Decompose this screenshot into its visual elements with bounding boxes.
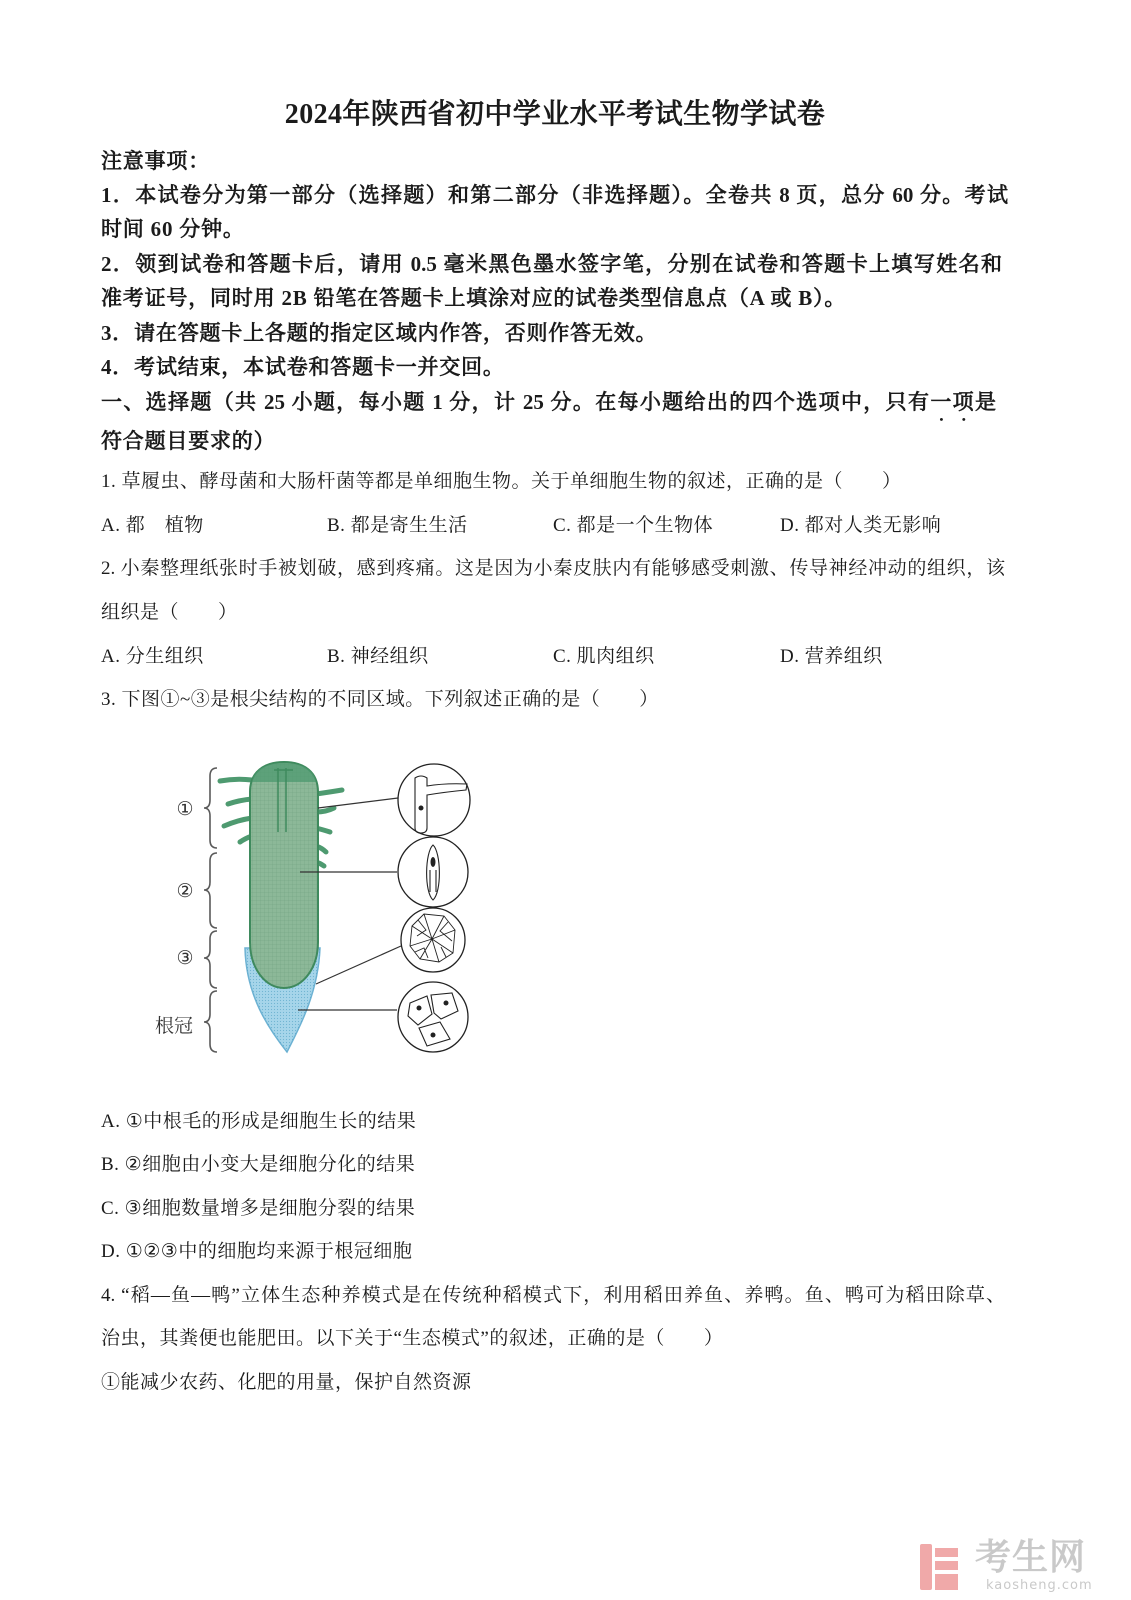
cell-inset-circle-1 [398,764,470,836]
region-label-root-cap: 根冠 [154,1015,194,1037]
section-heading-text: 一、选择题（共 25 小题，每小题 1 分，计 25 分。在每小题给出的四个选项中，只有 [101,390,931,414]
notice-item-1-line-1: 1．本试卷分为第一部分（选择题）和第二部分（非选择题）。全卷共 8 页，总分 60 分。考试 [101,183,1008,207]
cell-nucleus [444,1001,449,1006]
region-label-3: ③ [176,947,194,969]
watermark-logo-block [935,1548,958,1557]
question-3-option-d: D. ①②③中的细胞均来源于根冠细胞 [101,1241,413,1262]
exam-title: 2024年陕西省初中学业水平考试生物学试卷 [284,99,826,130]
region-brace-1 [204,768,217,848]
watermark-url: kaosheng.com [986,1578,1093,1593]
root-hair [228,799,252,804]
root-body-texture [250,762,318,988]
region-brace-2 [204,853,217,928]
section-heading-emphasis: 一项 [930,390,976,414]
cell-inset-circle-2 [398,837,468,907]
watermark-brand: 考生网 [975,1537,1087,1578]
question-4-statement-1: ①能减少农药、化肥的用量，保护自然资源 [101,1372,472,1393]
root-tip-figure [140,745,480,1065]
cell-nucleus [431,857,436,867]
watermark [920,1538,1100,1596]
pointer-line-1 [318,798,398,808]
cell-nucleus [417,1006,422,1011]
notice-item-1-line-2: 时间 60 分钟。 [101,217,245,241]
section-heading-line-1 [101,387,996,417]
root-hair [220,779,252,781]
notice-item-2-line-2: 准考证号，同时用 2B 铅笔在答题卡上填涂对应的试卷类型信息点（A 或 B）。 [101,286,847,310]
watermark-logo-bar [920,1544,932,1590]
question-2-option-a: A. 分生组织 [101,646,204,667]
watermark-logo-icon [920,1544,958,1590]
watermark-logo-block [935,1574,958,1590]
notice-item-2-line-1: 2．领到试卷和答题卡后，请用 0.5 毫米黑色墨水签字笔，分别在试卷和答题卡上填写姓名和 [101,252,1002,276]
section-heading-line-2: 符合题目要求的） [101,429,276,453]
pointer-line-3 [316,946,401,984]
root-hair [316,790,342,794]
region-label-1: ① [176,798,194,820]
watermark-logo-block [935,1561,958,1570]
cell-nucleus [431,1033,436,1038]
question-2-option-d: D. 营养组织 [780,646,883,667]
question-1-option-b: B. 都是寄生生活 [327,515,468,536]
question-2-option-c: C. 肌肉组织 [553,646,655,667]
cell-nucleus [419,806,424,811]
root-top-layer [252,763,316,782]
question-4-stem-line-1: 4. “稻—鱼—鸭”立体生态种养模式是在传统种稻模式下，利用稻田养鱼、养鸭。鱼、鸭可为稻田除草、 [101,1285,1005,1306]
question-3-option-b: B. ②细胞由小变大是细胞分化的结果 [101,1154,416,1175]
question-2-stem-line-2: 组织是（ ） [101,602,238,623]
root-hair [224,818,252,826]
question-4-stem-line-2: 治虫，其粪便也能肥田。以下关于“生态模式”的叙述，正确的是（ ） [101,1328,724,1349]
notice-item-3: 3．请在答题卡上各题的指定区域内作答，否则作答无效。 [101,321,658,345]
question-1-stem: 1. 草履虫、酵母菌和大肠杆菌等都是单细胞生物。关于单细胞生物的叙述，正确的是（ ） [101,471,902,492]
question-3-stem: 3. 下图①~③是根尖结构的不同区域。下列叙述正确的是（ ） [101,689,659,710]
question-1-option-d: D. 都对人类无影响 [780,515,942,536]
notice-heading: 注意事项： [101,149,210,173]
question-3-option-a: A. ①中根毛的形成是细胞生长的结果 [101,1111,417,1132]
question-2-option-b: B. 神经组织 [327,646,429,667]
region-label-2: ② [176,880,194,902]
question-2-stem-line-1: 2. 小秦整理纸张时手被划破，感到疼痛。这是因为小秦皮肤内有能够感受刺激、传导神经冲动的组织，该 [101,558,1005,579]
question-1-option-c: C. 都是一个生物体 [553,515,714,536]
question-1-option-a: A. 都 植物 [101,515,204,536]
section-heading-text-end: 是 [975,390,997,414]
question-3-option-c: C. ③细胞数量增多是细胞分裂的结果 [101,1198,416,1219]
notice-item-4: 4．考试结束，本试卷和答题卡一并交回。 [101,355,505,379]
region-brace-3 [204,931,217,988]
region-brace-4 [204,991,217,1052]
